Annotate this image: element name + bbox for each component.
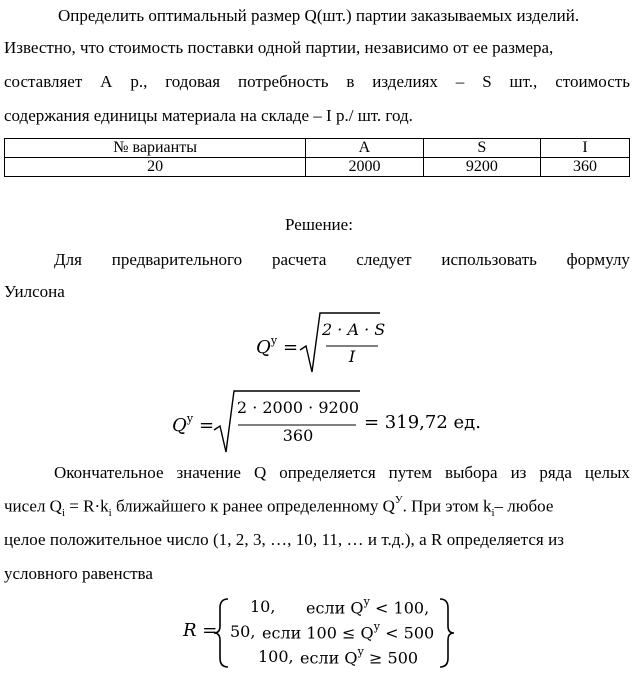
- formula-2-lhs: $Q^у$ =: [172, 412, 215, 436]
- word: предварительного: [111, 250, 243, 269]
- para2-line-3: целое положительное число (1, 2, 3, …, 10, 11, … и т.д.), а R определяется из: [4, 530, 564, 549]
- para2-line-2: чисел $Q_i = R\cdot k_i$ ближайшего к ранее определенному $Q^У$. При этом $k_i-$ любое: [4, 494, 554, 520]
- formula-1-numerator: 2 · A · S: [322, 320, 386, 339]
- solution-heading: Решение:: [285, 215, 353, 234]
- para2-line-4: условного равенства: [4, 564, 153, 583]
- word: выбора: [444, 463, 498, 482]
- formula-1-denominator: I: [348, 347, 356, 366]
- case-value: 100,: [258, 647, 294, 666]
- formula-2-result: = 319,72 ед.: [364, 412, 481, 433]
- word: значение: [176, 463, 241, 482]
- table-cell: 9200: [423, 158, 540, 177]
- word: А: [100, 72, 113, 91]
- word: шт.,: [509, 72, 538, 91]
- word: определяется: [279, 463, 376, 482]
- case-value: 10,: [250, 597, 276, 616]
- conditional-lhs: R =: [183, 620, 218, 641]
- table-cell: 20: [5, 158, 306, 177]
- word: целых: [584, 463, 630, 482]
- table-cell: 360: [541, 158, 630, 177]
- problem-line-1: Определить оптимальный размер Q(шт.) партии заказываемых изделий.: [58, 6, 580, 25]
- word: стоимость: [555, 72, 630, 91]
- word: путем: [388, 463, 432, 482]
- word: годовая: [165, 72, 221, 91]
- word: изделиях: [372, 72, 438, 91]
- problem-line-2: Известно, что стоимость поставки одной партии, независимо от ее размера,: [4, 38, 554, 57]
- word: использовать: [441, 250, 537, 269]
- table-header-cell: I: [541, 139, 630, 158]
- table-header-cell: № варианты: [5, 139, 306, 158]
- problem-line-4: содержания единицы материала на складе – I р./ шт. год.: [4, 106, 413, 125]
- case-condition: если $100 \le Q^у < 500$: [262, 620, 435, 643]
- word: –: [455, 72, 465, 91]
- word: следует: [356, 250, 412, 269]
- word: в: [346, 72, 355, 91]
- table-header-cell: S: [423, 139, 540, 158]
- word: из: [510, 463, 527, 482]
- case-value: 50,: [230, 622, 256, 641]
- word: формулу: [566, 250, 630, 269]
- word: Q: [253, 463, 267, 482]
- case-condition: если $Q^у < 100$,: [306, 595, 430, 618]
- solution-line-2: Уилсона: [4, 282, 65, 301]
- word: S: [482, 72, 492, 91]
- formula-1-lhs: $Q^у$ =: [256, 334, 299, 358]
- word: Окончательное: [54, 463, 164, 482]
- word: р.,: [130, 72, 148, 91]
- table-cell: 2000: [306, 158, 423, 177]
- word: ряда: [539, 463, 572, 482]
- formula-2-denominator: 360: [282, 426, 314, 445]
- case-condition: если $Q^у \ge 500$: [300, 645, 419, 668]
- word: потребность: [238, 72, 329, 91]
- table-header-cell: A: [306, 139, 423, 158]
- word: Для: [54, 250, 82, 269]
- word: составляет: [4, 72, 83, 91]
- formula-2-numerator: 2 · 2000 · 9200: [236, 398, 360, 417]
- word: расчета: [271, 250, 327, 269]
